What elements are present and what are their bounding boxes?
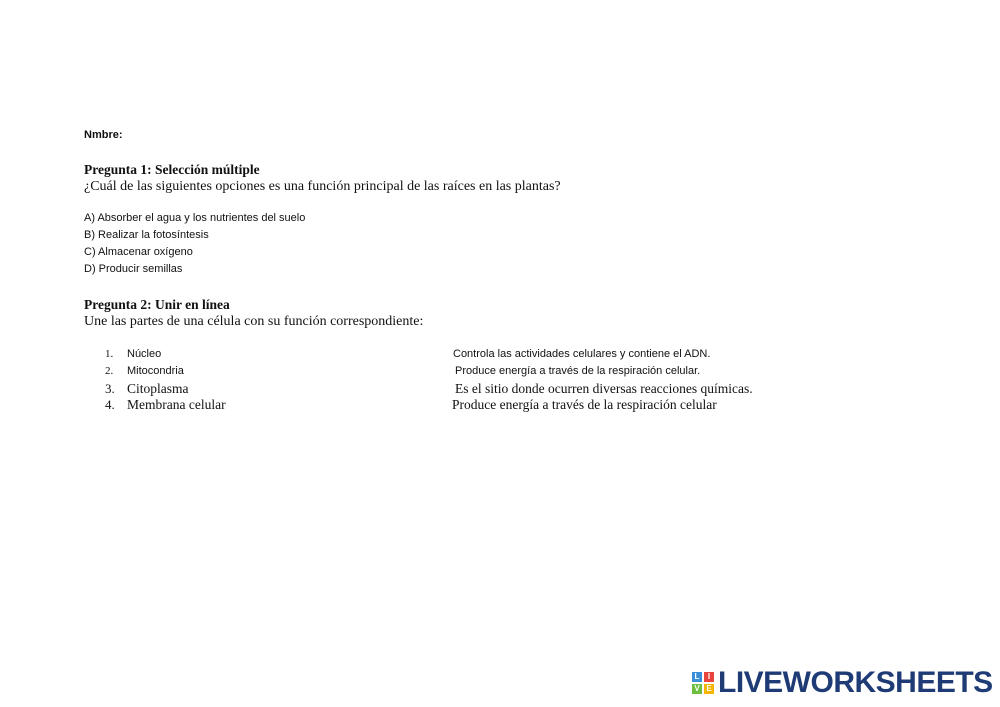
logo-letter: V xyxy=(692,684,702,694)
option-d: D) Producir semillas xyxy=(84,263,183,275)
item-number: 2. xyxy=(105,365,114,377)
question1-title: Pregunta 1: Selección múltiple xyxy=(84,162,260,177)
option-a: A) Absorber el agua y los nutrientes del suelo xyxy=(84,212,306,224)
cell-function-definition: Produce energía a través de la respiración celular xyxy=(452,397,717,412)
logo-letter: L xyxy=(692,672,702,682)
option-b: B) Realizar la fotosíntesis xyxy=(84,229,209,241)
cell-part-term: Mitocondria xyxy=(127,365,184,377)
cell-function-definition: Produce energía a través de la respiración celular. xyxy=(455,365,701,377)
question2-text: Une las partes de una célula con su función correspondiente: xyxy=(84,314,424,329)
name-label: Nmbre: xyxy=(84,129,123,141)
cell-function-definition: Es el sitio donde ocurren diversas reacciones químicas. xyxy=(455,381,753,396)
question2-title: Pregunta 2: Unir en línea xyxy=(84,297,230,312)
item-number: 4. xyxy=(105,397,115,412)
question1-text: ¿Cuál de las siguientes opciones es una función principal de las raíces en las plantas? xyxy=(84,179,561,194)
cell-part-term: Citoplasma xyxy=(127,381,189,396)
logo-letter: I xyxy=(704,672,714,682)
logo-icon xyxy=(692,672,714,694)
logo-text: LIVEWORKSHEETS xyxy=(718,666,993,699)
logo-letter: E xyxy=(704,684,714,694)
option-c: C) Almacenar oxígeno xyxy=(84,246,193,258)
cell-part-term: Núcleo xyxy=(127,348,162,360)
item-number: 3. xyxy=(105,381,115,396)
cell-function-definition: Controla las actividades celulares y contiene el ADN. xyxy=(453,348,711,360)
cell-part-term: Membrana celular xyxy=(127,397,226,412)
liveworksheets-logo xyxy=(692,666,993,699)
item-number: 1. xyxy=(105,348,114,360)
